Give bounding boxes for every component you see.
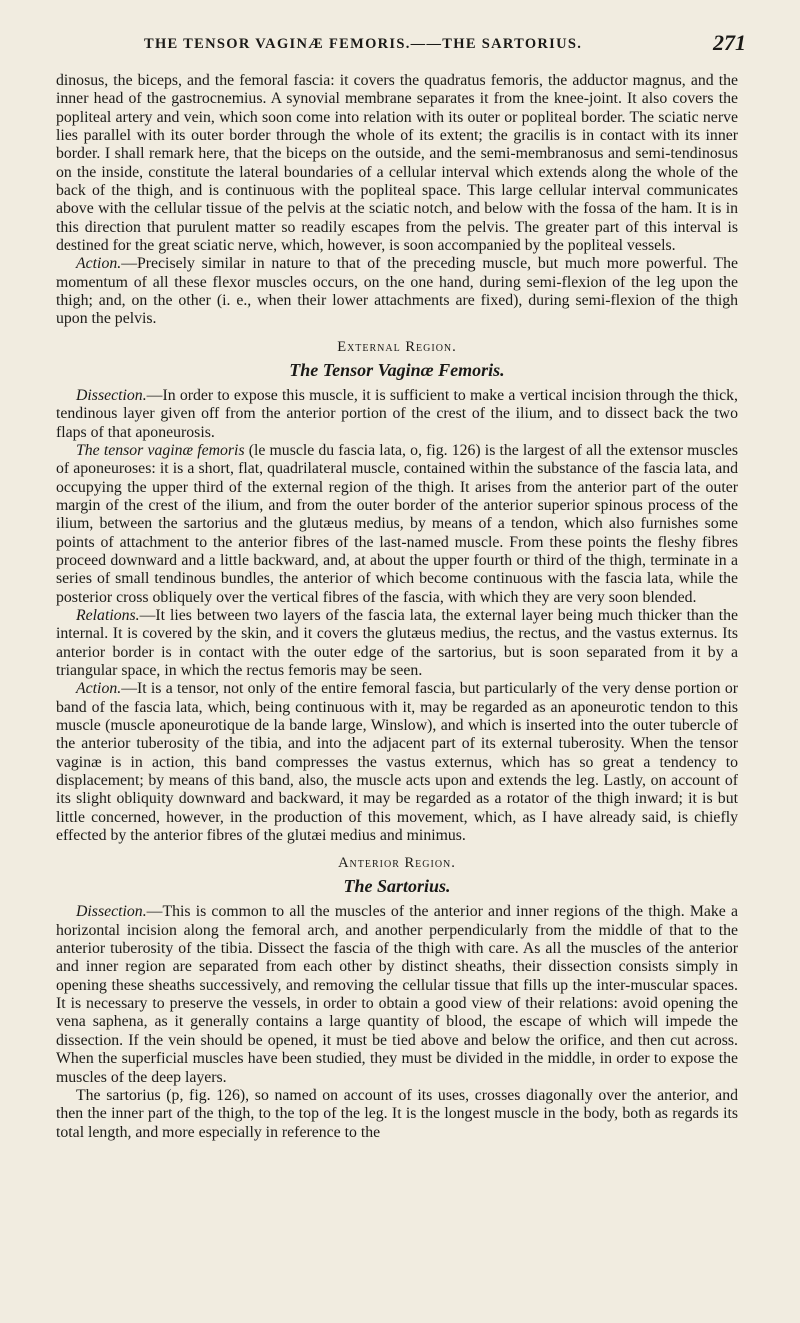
section-heading-anterior-region: Anterior Region.: [338, 855, 456, 872]
sartorius-description-paragraph: The sartorius (p, fig. 126), so named on account of its uses, crosses diagonally over the anterior, and then the inner part of the thigh, to the top of the leg. It is the longest muscle in the body, both as regards its total length, and more especially in reference to the: [56, 1086, 738, 1141]
action-text: —Precisely similar in nature to that of the preceding muscle, but much more powerful. The momentum of all these flexor muscles occurs, on the one hand, during semi-flexion of the leg upon the thigh; and, on the other (i. e., when their lower attachments are fixed), during semi-flexion of the thigh upon the pelvis.: [56, 255, 738, 328]
relations-text: —It lies between two layers of the fascia lata, the external layer being much thicker than the internal. It is covered by the skin, and it covers the glutæus medius, the rectus, and the vastus externus. Its anterior border is in contact with the outer edge of the sartorius, but is soon separated from it by a triangular space, in which the rectus femoris may be seen.: [56, 606, 738, 679]
tensor-action-paragraph: [56, 680, 738, 845]
running-title: THE TENSOR VAGINÆ FEMORIS.——THE SARTORIUS.: [144, 36, 583, 52]
page-number: 271: [713, 30, 746, 55]
tensor-description-text: (le muscle du fascia lata, o, fig. 126) is the largest of all the extensor muscles of aponeuroses: it is a short, flat, quadrilateral muscle, contained within the substance of the fascia lata, and occupying the upper third of the external region of the thigh. It arises from the anterior part of the outer margin of the crest of the ilium, and from the outer border of the anterior superior spinous process of the ilium, between the sartorius and the glutæus medius, by means of a tendon, which also furnishes some points of attachment to the anterior fibres of the last-named muscle. From these points the fleshy fibres proceed downward and a little backward, and, at about the upper fourth or third of the thigh, terminate in a series of small tendinous bundles, the anterior of which become continuous with the fascia lata, while the posterior cross obliquely over the vertical fibres of the fascia, with which they are very soon blended.: [56, 441, 738, 606]
tensor-name-label: The tensor vaginæ femoris: [76, 441, 245, 459]
dissection-label: Dissection.: [76, 386, 147, 404]
muscle-title-sartorius: The Sartorius.: [343, 876, 451, 897]
tensor-dissection-paragraph: [56, 387, 738, 442]
action-label: Action.: [76, 255, 122, 273]
muscle-title-tensor-vaginae: The Tensor Vaginæ Femoris.: [289, 359, 505, 380]
dissection-text: —In order to expose this muscle, it is sufficient to make a vertical incision through the thick, tendinous layer given off from the anterior portion of the crest of the ilium, and to dissect back the two flaps of that aponeurosis.: [56, 386, 738, 441]
relations-label: Relations.: [76, 606, 140, 624]
action-paragraph: [56, 255, 738, 328]
sartorius-dissection-text: —This is common to all the muscles of the anterior and inner regions of the thigh. Make a horizontal incision along the femoral arch, and another perpendicularly from the middle of that to the anterior tuberosity of the tibia. Dissect the fascia of the thigh with care. As all the muscles of the anterior and inner region are separated from each other by distinct sheaths, their dissection consists simply in opening these sheaths successively, and removing the cellular tissue that fills up the inter-muscular spaces. It is necessary to preserve the vessels, in order to obtain a good view of their relations: avoid opening the vena saphena, as it generally contains a large quantity of blood, the escape of which will impede the dissection. If the vein should be opened, it must be tied above and below the orifice, and then cut across. When the superficial muscles have been studied, they must be divided in the middle, in order to expose the muscles of the deep layers.: [56, 903, 738, 1086]
running-head: [56, 30, 746, 58]
tensor-description-paragraph: [56, 442, 738, 607]
sartorius-dissection-label: Dissection.: [76, 903, 147, 921]
section-heading-external-region: External Region.: [337, 338, 457, 355]
tensor-action-text: —It is a tensor, not only of the entire femoral fascia, but particularly of the very dense portion or band of the fascia lata, which, being continuous with it, may be regarded as an aponeurotic tendon to this muscle (muscle aponeurotique de la bande large, Winslow), and which is inserted into the outer tubercle of the anterior tuberosity of the tibia, and into the adjacent part of its external tuberosity. When the tensor vaginæ is in action, this band compresses the vastus externus, which has so great a tendency to displacement; by means of this band, also, the muscle acts upon and extends the leg. Lastly, on account of its slight obliquity downward and backward, it may be regarded as a rotator of the thigh inward; it is but little concerned, however, in the production of this movement, which, as I have already said, is chiefly effected by the anterior fibres of the glutæi medius and minimus.: [56, 680, 738, 845]
sartorius-dissection-paragraph: [56, 903, 738, 1086]
tensor-relations-paragraph: [56, 607, 738, 680]
continuation-paragraph: dinosus, the biceps, and the femoral fascia: it covers the quadratus femoris, the adductor magnus, and the inner head of the gastrocnemius. A synovial membrane separates it from the knee-joint. It also covers the popliteal artery and vein, which soon come into relation with its outer or popliteal border. The sciatic nerve lies parallel with its outer border through the whole of its extent; the gracilis is in contact with its inner border. I shall remark here, that the biceps on the outside, and the semi-membranosus and semi-tendinosus on the inside, constitute the lateral boundaries of a cellular interval which extends along the whole of the back of the thigh, and is continuous with the popliteal space. This large cellular interval communicates above with the cellular tissue of the pelvis at the sciatic notch, and below with the fossa of the ham. It is in this direction that purulent matter so readily escapes from the pelvis. The greater part of this interval is destined for the great sciatic nerve, which, however, is soon accompanied by the popliteal vessels.: [56, 72, 738, 255]
tensor-action-label: Action.: [76, 680, 122, 698]
